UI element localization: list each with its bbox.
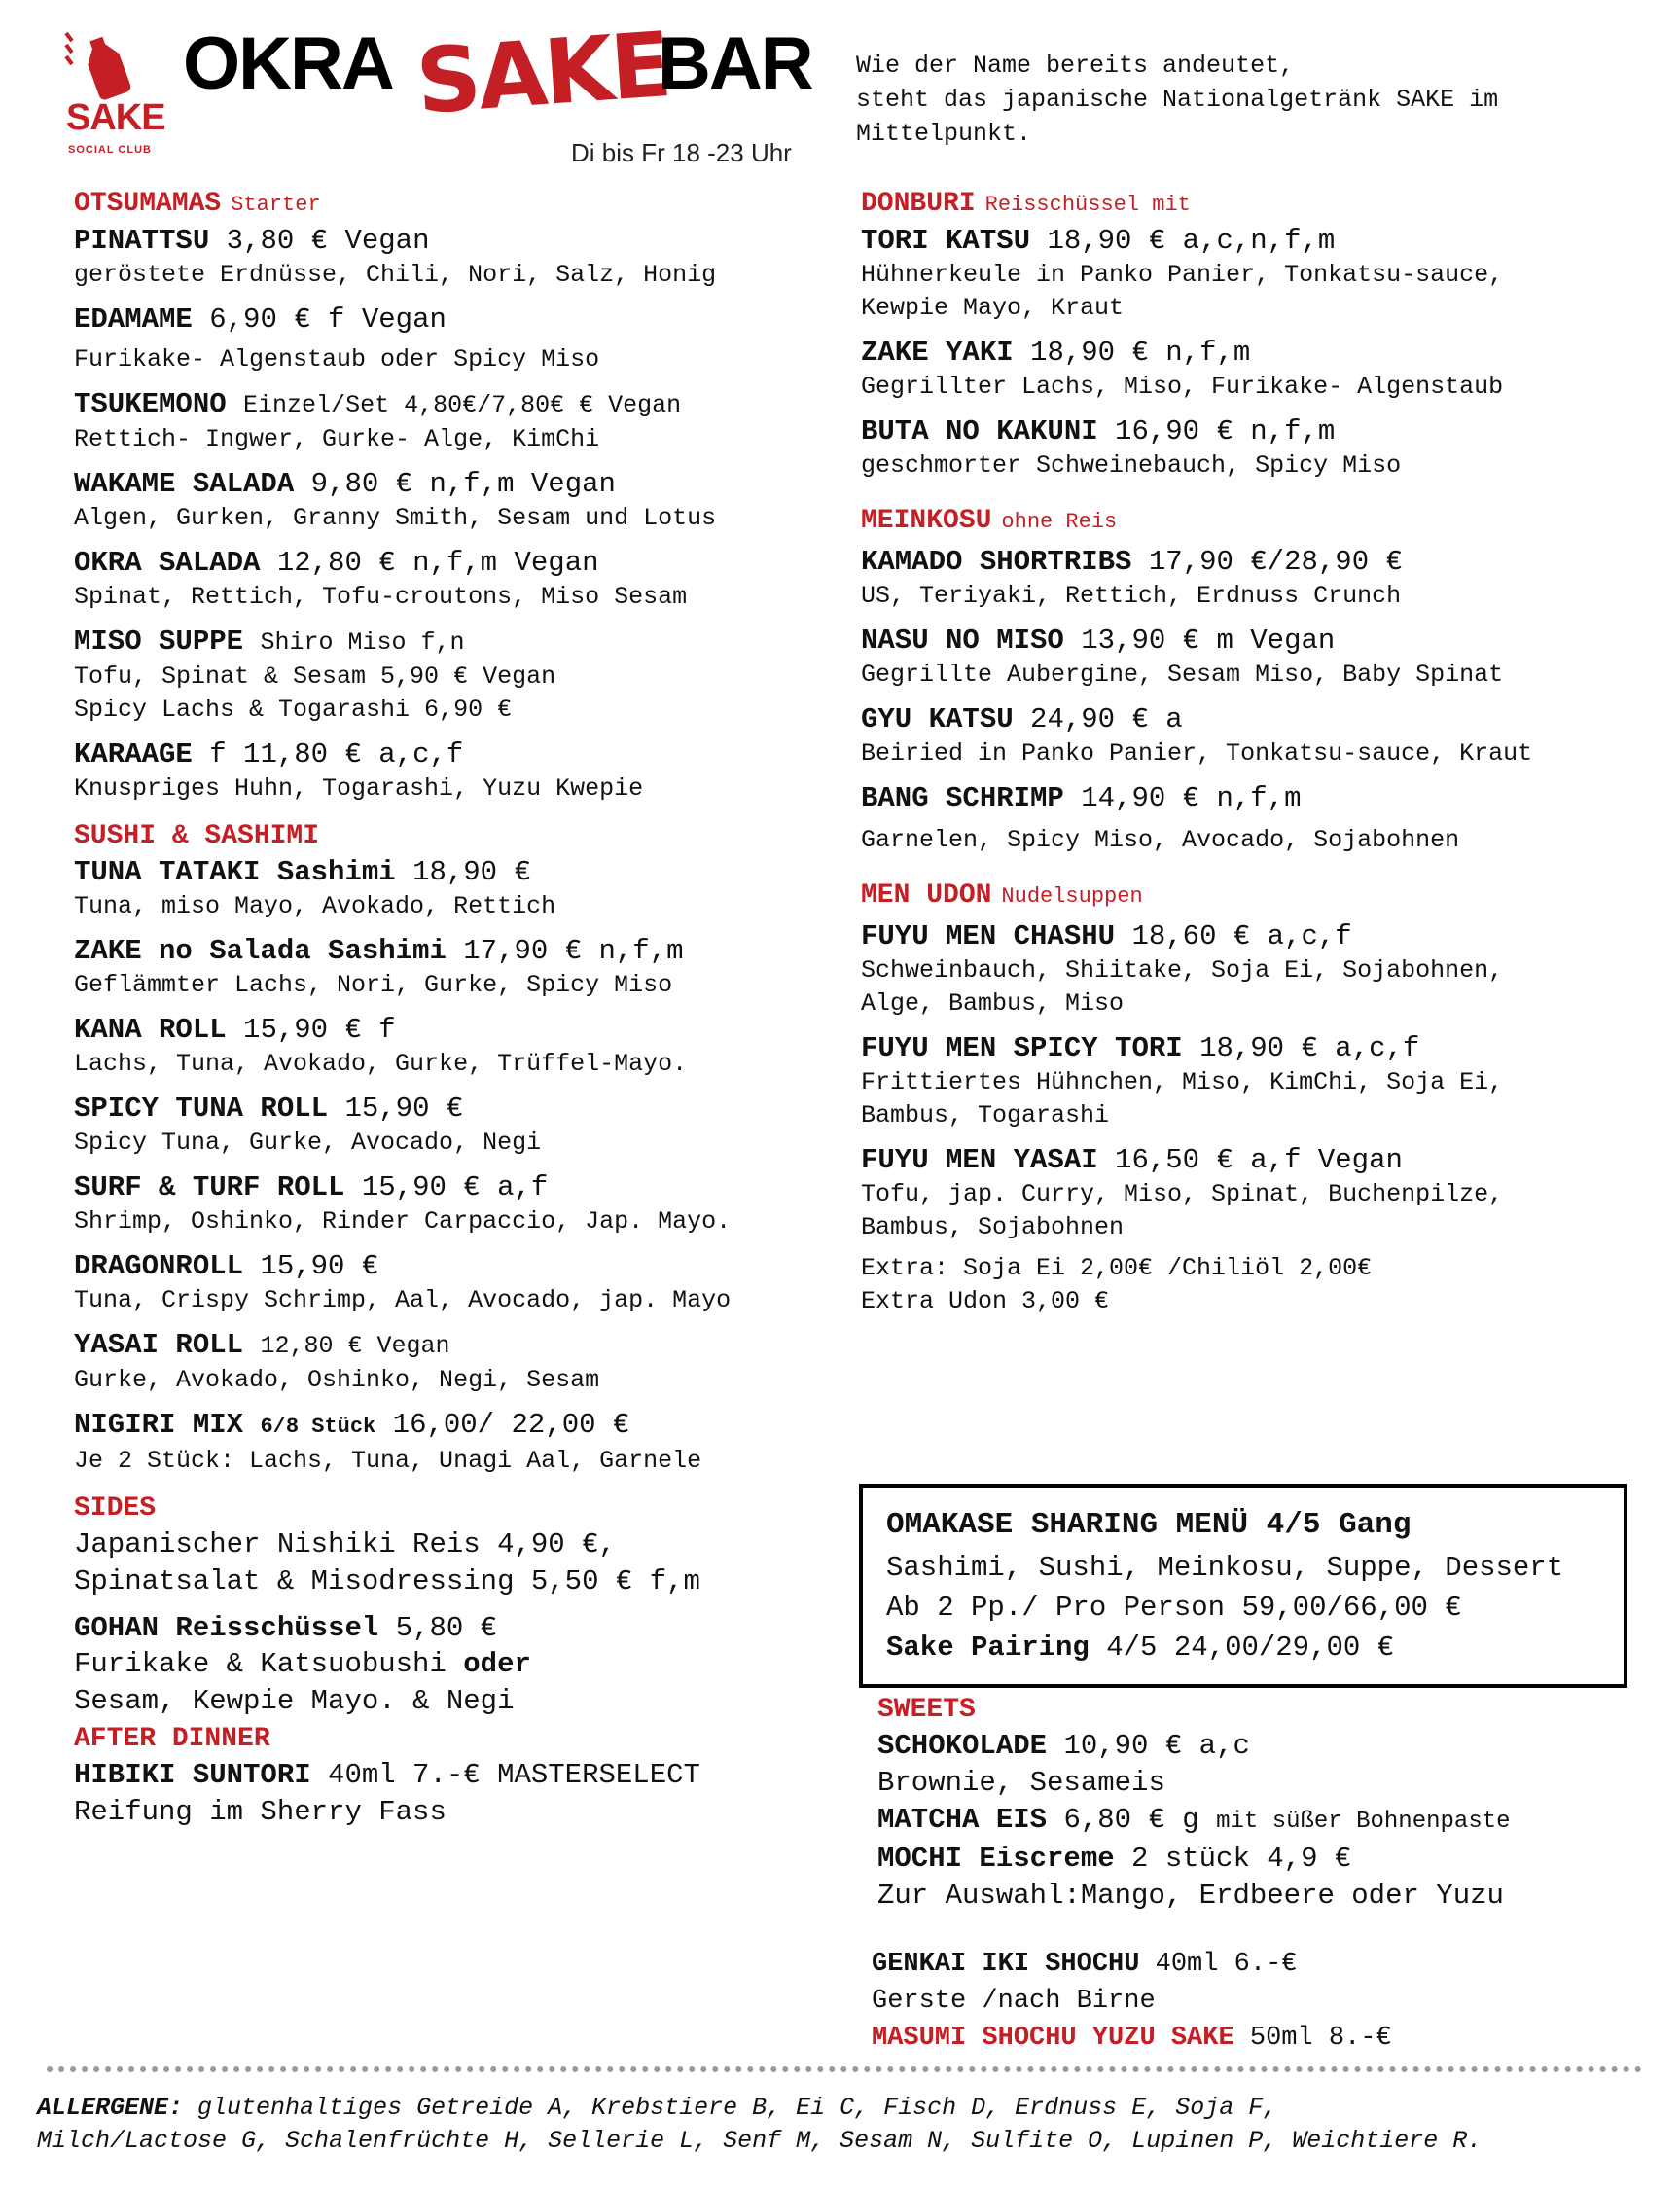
- pairing-value: 4/5 24,00/29,00 €: [1106, 1632, 1395, 1664]
- item-name: PINATTSU: [74, 225, 210, 257]
- menu-item: [861, 1030, 1659, 1132]
- item-desc: Tuna, miso Mayo, Avokado, Rettich: [74, 892, 556, 920]
- item-name: GOHAN Reisschüssel: [74, 1612, 379, 1644]
- item-name: GENKAI IKI SHOCHU: [872, 1950, 1140, 1979]
- item-name: YASAI ROLL: [74, 1329, 244, 1361]
- menu-item: [861, 413, 1659, 483]
- item-price: 15,90 € a,f: [361, 1171, 549, 1203]
- item-desc: Spicy Tuna, Gurke, Avocado, Negi: [74, 1129, 542, 1157]
- item-name: NIGIRI MIX: [74, 1409, 244, 1441]
- item-name: KAMADO SHORTRIBS: [861, 546, 1132, 578]
- right-column: [861, 173, 1659, 1318]
- item-name: MOCHI Eiscreme: [877, 1843, 1115, 1875]
- item-desc: Kewpie Mayo, Kraut: [861, 294, 1125, 322]
- item-price: 17,90 € n,f,m: [463, 935, 684, 967]
- menu-item: [74, 1012, 842, 1081]
- menu-item: [861, 1142, 1659, 1244]
- item-desc: Tofu, Spinat & Sesam 5,90 € Vegan: [74, 663, 556, 691]
- menu-item: [861, 918, 1659, 1021]
- item-name: MATCHA EIS: [877, 1804, 1048, 1836]
- item-price: 18,90 € n,f,m: [1030, 337, 1251, 369]
- item-name: BANG SCHRIMP: [861, 782, 1064, 814]
- item-desc: Algen, Gurken, Granny Smith, Sesam und Lotus: [74, 504, 717, 532]
- left-column: [74, 173, 842, 1831]
- pairing-label: Sake Pairing: [886, 1632, 1090, 1664]
- item-desc: Garnelen, Spicy Miso, Avocado, Sojabohnen: [861, 826, 1460, 854]
- menu-item: [74, 1407, 842, 1478]
- item-desc: Lachs, Tuna, Avokado, Gurke, Trüffel-Mayo.: [74, 1050, 688, 1078]
- extras-line: Extra: Soja Ei 2,00€ /Chiliöl 2,00€: [861, 1254, 1373, 1282]
- item-price: 18,90 € a,c,n,f,m: [1047, 225, 1336, 257]
- menu-item: [74, 933, 842, 1002]
- menu-item: [74, 302, 842, 377]
- item-price: 18,60 € a,c,f: [1131, 920, 1352, 952]
- item-desc: Reifung im Sherry Fass: [74, 1796, 447, 1828]
- item-desc: Bambus, Sojabohnen: [861, 1213, 1125, 1241]
- item-desc: Alge, Bambus, Miso: [861, 989, 1125, 1018]
- menu-item: [74, 545, 842, 614]
- item-price: 5,80 €: [395, 1612, 498, 1644]
- item-desc: Gegrillte Aubergine, Sesam Miso, Baby Spinat: [861, 661, 1504, 689]
- item-desc: Frittiertes Hühnchen, Miso, KimChi, Soja Ei,: [861, 1068, 1504, 1096]
- item-price: 40ml 7.-€ MASTERSELECT: [328, 1759, 700, 1791]
- item-name: WAKAME SALADA: [74, 468, 295, 500]
- item-name: OKRA SALADA: [74, 547, 261, 579]
- title-sake: SAKE: [412, 13, 673, 134]
- item-desc: Spicy Lachs & Togarashi 6,90 €: [74, 696, 513, 724]
- item-desc: Gurke, Avokado, Oshinko, Negi, Sesam: [74, 1366, 600, 1394]
- drinks-section: [872, 1946, 1650, 2057]
- item-name: TSUKEMONO: [74, 388, 227, 420]
- intro-text: [856, 49, 1498, 151]
- item-name: HIBIKI SUNTORI: [74, 1759, 311, 1791]
- menu-item: [74, 223, 842, 292]
- menu-item: [861, 623, 1659, 692]
- title-bar: BAR: [658, 22, 812, 105]
- item-desc: Geflämmter Lachs, Nori, Gurke, Spicy Miso: [74, 971, 673, 999]
- item-desc: Tofu, jap. Curry, Miso, Spinat, Buchenpilze,: [861, 1180, 1504, 1208]
- item-name: EDAMAME: [74, 304, 193, 336]
- item-desc: Spinat, Rettich, Tofu-croutons, Miso Sesam: [74, 583, 688, 611]
- category-after-dinner: AFTER DINNER: [74, 1724, 270, 1754]
- item-desc: Furikake & Katsuobushi: [74, 1648, 464, 1680]
- item-name: FUYU MEN SPICY TORI: [861, 1032, 1183, 1064]
- item-desc: Rettich- Ingwer, Gurke- Alge, KimChi: [74, 425, 600, 453]
- item-name: BUTA NO KAKUNI: [861, 415, 1098, 448]
- sides-line: Japanischer Nishiki Reis 4,90 €,: [74, 1528, 616, 1560]
- intro-line: steht das japanische Nationalgetränk SAKE im: [856, 86, 1499, 114]
- item-desc: geröstete Erdnüsse, Chili, Nori, Salz, Honig: [74, 261, 717, 289]
- menu-item: [74, 1169, 842, 1238]
- item-price: 17,90 €/28,90 €: [1148, 546, 1403, 578]
- item-desc: US, Teriyaki, Rettich, Erdnuss Crunch: [861, 582, 1402, 610]
- menu-item: [74, 1610, 842, 1720]
- item-price: Shiro Miso f,n: [260, 628, 465, 657]
- item-name: ZAKE no Salada Sashimi: [74, 935, 447, 967]
- menu-item: [861, 701, 1659, 771]
- category-otsumamas: OTSUMAMAS Starter: [74, 189, 321, 219]
- item-price: 16,50 € a,f Vegan: [1115, 1144, 1403, 1176]
- item-name: TORI KATSU: [861, 225, 1031, 257]
- item-price: 14,90 € n,f,m: [1081, 782, 1302, 814]
- menu-item: [74, 386, 842, 456]
- item-desc: Shrimp, Oshinko, Rinder Carpaccio, Jap. Mayo.: [74, 1207, 732, 1236]
- item-name: KANA ROLL: [74, 1014, 227, 1046]
- sake-bottle-logo-icon: [60, 27, 167, 163]
- title-okra: OKRA: [183, 22, 393, 105]
- item-price: 3,80 € Vegan: [226, 225, 430, 257]
- menu-item: [74, 1091, 842, 1160]
- item-desc: Je 2 Stück: Lachs, Tuna, Unagi Aal, Garnele: [74, 1447, 702, 1475]
- omakase-title: OMAKASE SHARING MENÜ 4/5 Gang: [886, 1508, 1412, 1542]
- menu-item: [74, 624, 842, 727]
- item-desc-bold: oder: [463, 1648, 531, 1680]
- item-name: FUYU MEN YASAI: [861, 1144, 1098, 1176]
- item-desc: Zur Auswahl:Mango, Erdbeere oder Yuzu: [877, 1880, 1504, 1912]
- item-price: 12,80 € n,f,m Vegan: [276, 547, 599, 579]
- menu-item: [861, 223, 1659, 325]
- sides-line: Spinatsalat & Misodressing 5,50 € f,m: [74, 1565, 700, 1597]
- item-price: 18,90 €: [412, 856, 531, 888]
- menu-item: [74, 466, 842, 535]
- menu-item: [861, 544, 1659, 613]
- category-sweets: SWEETS: [877, 1695, 976, 1725]
- intro-line: Wie der Name bereits andeutet,: [856, 52, 1295, 80]
- item-price: 16,90 € n,f,m: [1115, 415, 1336, 448]
- menu-item: [861, 335, 1659, 404]
- allergen-label: ALLERGENE:: [37, 2094, 184, 2122]
- category-sushi: SUSHI & SASHIMI: [74, 821, 320, 851]
- item-name: DRAGONROLL: [74, 1250, 244, 1282]
- item-price: 15,90 € f: [243, 1014, 396, 1046]
- extras-line: Extra Udon 3,00 €: [861, 1287, 1110, 1315]
- item-name: SPICY TUNA ROLL: [74, 1093, 329, 1125]
- omakase-line: Ab 2 Pp./ Pro Person 59,00/66,00 €: [886, 1592, 1462, 1624]
- item-price: 24,90 € a: [1030, 703, 1183, 735]
- item-name: SCHOKOLADE: [877, 1730, 1048, 1762]
- item-note: mit süßer Bohnenpaste: [1216, 1809, 1511, 1835]
- item-name: ZAKE YAKI: [861, 337, 1014, 369]
- item-desc: Gegrillter Lachs, Miso, Furikake- Algenstaub: [861, 373, 1504, 401]
- item-desc: Knuspriges Huhn, Togarashi, Yuzu Kwepie: [74, 774, 644, 803]
- logo-text: SAKE: [66, 97, 165, 138]
- item-price: 40ml 6.-€: [1155, 1950, 1298, 1979]
- divider: [47, 2066, 1642, 2072]
- allergen-legend: [37, 2092, 1671, 2158]
- intro-line: Mittelpunkt.: [856, 120, 1032, 148]
- opening-hours: Di bis Fr 18 -23 Uhr: [571, 138, 792, 167]
- menu-item: [74, 736, 842, 806]
- item-price: 2 stück 4,9 €: [1131, 1843, 1352, 1875]
- item-name: FUYU MEN CHASHU: [861, 920, 1116, 952]
- item-name: KARAAGE: [74, 738, 193, 771]
- item-price: 16,00/ 22,00 €: [392, 1409, 630, 1441]
- item-price: 50ml 8.-€: [1249, 2024, 1392, 2053]
- item-price: f 11,80 € a,c,f: [209, 738, 464, 771]
- menu-item: [74, 1248, 842, 1317]
- item-desc: Gerste /nach Birne: [872, 1987, 1156, 2016]
- allergen-line: Milch/Lactose G, Schalenfrüchte H, Sellerie L, Senf M, Sesam N, Sulfite O, Lupinen P, Weichtiere R.: [37, 2127, 1483, 2155]
- item-price: 6,80 € g: [1063, 1804, 1199, 1836]
- item-price: Einzel/Set 4,80€/7,80€ € Vegan: [243, 391, 682, 419]
- category-meinkosu: MEINKOSU ohne Reis: [861, 506, 1118, 536]
- menu-item: [861, 780, 1659, 857]
- menu-item: [74, 1327, 842, 1397]
- item-price: 18,90 € a,c,f: [1199, 1032, 1420, 1064]
- category-men-udon: MEN UDON Nudelsuppen: [861, 880, 1143, 911]
- item-price: 15,90 €: [344, 1093, 464, 1125]
- item-price: 10,90 € a,c: [1063, 1730, 1250, 1762]
- item-desc: Tuna, Crispy Schrimp, Aal, Avocado, jap. Mayo: [74, 1286, 732, 1314]
- item-price: 13,90 € m Vegan: [1081, 625, 1336, 657]
- item-name: SURF & TURF ROLL: [74, 1171, 345, 1203]
- item-desc: Furikake- Algenstaub oder Spicy Miso: [74, 345, 600, 374]
- menu-item: [74, 854, 842, 923]
- item-note: 6/8 Stück: [260, 1415, 376, 1439]
- item-name: NASU NO MISO: [861, 625, 1064, 657]
- item-desc: Sesam, Kewpie Mayo. & Negi: [74, 1685, 515, 1717]
- item-desc: Schweinbauch, Shiitake, Soja Ei, Sojabohnen,: [861, 956, 1504, 985]
- item-price: 12,80 € Vegan: [260, 1332, 450, 1360]
- item-name: GYU KATSU: [861, 703, 1014, 735]
- item-desc: Hühnerkeule in Panko Panier, Tonkatsu-sauce,: [861, 261, 1504, 289]
- logo-subtext: SOCIAL CLUB: [68, 144, 152, 156]
- item-desc: Bambus, Togarashi: [861, 1101, 1110, 1130]
- category-donburi: DONBURI Reisschüssel mit: [861, 189, 1191, 219]
- omakase-line: Sashimi, Sushi, Meinkosu, Suppe, Dessert: [886, 1552, 1564, 1584]
- item-name: MASUMI SHOCHU YUZU SAKE: [872, 2024, 1234, 2053]
- category-sides: SIDES: [74, 1493, 157, 1524]
- item-price: 15,90 €: [260, 1250, 379, 1282]
- item-name: MISO SUPPE: [74, 626, 244, 658]
- allergen-line: glutenhaltiges Getreide A, Krebstiere B, Ei C, Fisch D, Erdnuss E, Soja F,: [183, 2094, 1278, 2122]
- item-price: 6,90 € f Vegan: [209, 304, 447, 336]
- item-desc: geschmorter Schweinebauch, Spicy Miso: [861, 451, 1402, 480]
- item-price: 9,80 € n,f,m Vegan: [310, 468, 616, 500]
- item-desc: Brownie, Sesameis: [877, 1767, 1165, 1799]
- item-name: TUNA TATAKI Sashimi: [74, 856, 396, 888]
- header: [0, 0, 1680, 180]
- item-desc: Beiried in Panko Panier, Tonkatsu-sauce, Kraut: [861, 739, 1533, 768]
- sweets-section: [877, 1693, 1656, 1915]
- omakase-box: [859, 1484, 1627, 1688]
